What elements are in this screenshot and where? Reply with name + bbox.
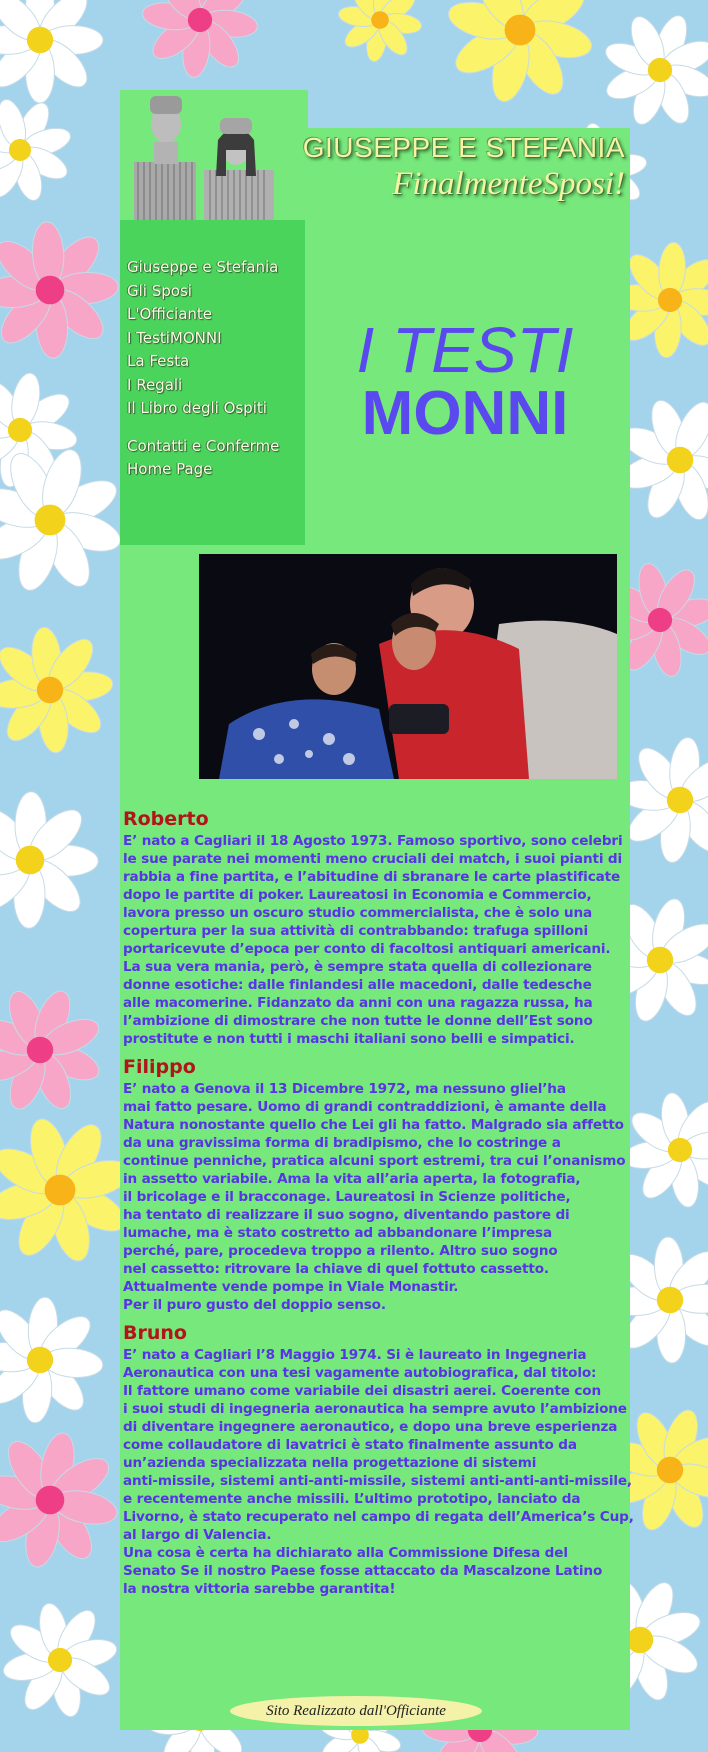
bio-text: E’ nato a Cagliari il 18 Agosto 1973. Famoso sportivo, sono celebri le sue parate nei momenti meno cruciali dei match, i suoi pianti di rabbia a fine partita, e l’abitudine di sbranare le carte plastificate dopo le partite di poker. Laureatosi in Economia e Commercio, lavora presso un oscuro studio commercialista, che è solo una copertura per la sua attività di contrabbando: trafuga spilloni portaricevute d’epoca per conto di facoltosi antiquari americani. La sua vera mania, però, è sempre stata quella di collezionare donne esotiche: dalle finlandesi alle macedoni, dalle tedesche alle macomerine. Fidanzato da anni con una ragazza russa, ha l’ambizione di dimostrare che non tutte le donne dell’Est sono prostitute e non tutti i maschi italiani sono belli e simpatici. <box>123 833 623 1047</box>
nav-item-libro-ospiti[interactable]: Il Libro degli Ospiti <box>127 399 267 417</box>
witnesses-photo <box>199 554 617 779</box>
bio-name: Roberto <box>123 808 209 830</box>
couple-photo <box>120 90 308 220</box>
nav-item-testimonni[interactable]: I TestiMONNI <box>127 328 222 347</box>
nav-item-giuseppe-e-stefania[interactable]: Giuseppe e Stefania <box>127 258 279 276</box>
nav-item-officiante[interactable]: L'Officiante <box>127 305 213 323</box>
nav-item-home-page[interactable]: Home Page <box>127 460 213 478</box>
page-title-line1: I TESTI <box>356 314 574 386</box>
bio-name: Bruno <box>123 1322 187 1344</box>
nav-item-contatti[interactable]: Contatti e Conferme <box>127 436 280 455</box>
nav-item-la-festa[interactable]: La Festa <box>127 352 190 370</box>
bio-roberto <box>123 806 643 1048</box>
site-subtitle: FinalmenteSposi! <box>392 166 625 202</box>
nav-item-gli-sposi[interactable]: Gli Sposi <box>127 281 192 300</box>
bios-section <box>123 806 643 1604</box>
bio-name: Filippo <box>123 1056 196 1078</box>
bio-bruno <box>123 1320 643 1598</box>
footer-credit: Sito Realizzato dall'Officiante <box>230 1696 482 1726</box>
nav-item-i-regali[interactable]: I Regali <box>127 375 183 394</box>
bio-text: E’ nato a Cagliari l’8 Maggio 1974. Si è laureato in Ingegneria Aeronautica con una tesi vagamente autobiografica, dal titolo: Il fattore umano come variabile dei disastri aerei. Coerente con i suoi studi di ingegneria aeronautica ha sempre avuto l’ambizione di diventare ingegnere aeronautico, e dopo una breve esperienza come collaudatore di lavatrici è stato finalmente assunto da un’azienda specializzata nella progettazione di sistemi anti-missile, sistemi anti-anti-missile, sistemi anti-anti-anti-missile, e recentemente anche missili. L’ultimo prototipo, lanciato da Livorno, è stato recuperato nel campo di regata dell’America’s Cup, al largo di Valencia. Una cosa è certa ha dichiarato alla Commissione Difesa del Senato Se il nostro Paese fosse attaccato da Mascalzone Latino la nostra vittoria sarebbe garantita! <box>123 1347 634 1597</box>
bio-text: E’ nato a Genova il 13 Dicembre 1972, ma nessuno gliel’ha mai fatto pesare. Uomo di grandi contraddizioni, è amante della Natura nonostante quello che Lei gli ha fatto. Malgrado sia affetto da una gravissima forma di bradipismo, che lo costringe a continue pennichе, pratica alcuni sport estremi, tra cui l’onanismo in assetto variabile. Ama la vita all’aria aperta, la fotografia, il bricolage e il bracconage. Laureatosi in Scienze politiche, ha tentato di realizzare il suo sogno, diventando pastore di lumache, ma è stato costretto ad abbandonare l’impresa perché, pare, procedeva troppo a rilento. Altro suo sogno nel cassetto: ritrovare la chiave di quel fottuto cassetto. Attualmente vende pompe in Viale Monastir. Per il puro gusto del doppio senso. <box>123 1081 626 1313</box>
bio-filippo <box>123 1054 643 1314</box>
page-title <box>315 314 615 448</box>
sidebar-nav <box>120 220 305 545</box>
site-title: GIUSEPPE E STEFANIA <box>302 132 625 163</box>
page-title-line2: MONNI <box>361 379 569 448</box>
